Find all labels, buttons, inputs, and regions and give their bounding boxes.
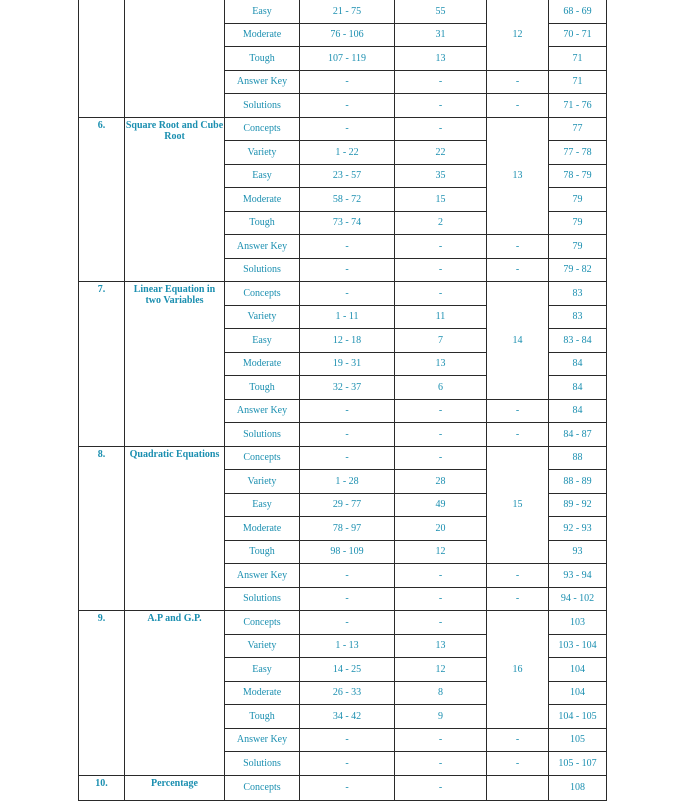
- question-count: 13: [395, 352, 487, 376]
- question-count: -: [395, 752, 487, 776]
- chapter-cell: -: [487, 423, 549, 447]
- question-count: -: [395, 258, 487, 282]
- question-range: -: [300, 446, 395, 470]
- page-range: 79 - 82: [549, 258, 607, 282]
- question-type: Tough: [225, 47, 300, 71]
- question-type: Moderate: [225, 517, 300, 541]
- page-range: 105: [549, 728, 607, 752]
- question-type: Easy: [225, 164, 300, 188]
- question-type: Answer Key: [225, 399, 300, 423]
- question-type: Variety: [225, 305, 300, 329]
- question-range: 19 - 31: [300, 352, 395, 376]
- question-count: 13: [395, 47, 487, 71]
- page-range: 83: [549, 282, 607, 306]
- question-count: 13: [395, 634, 487, 658]
- question-type: Variety: [225, 141, 300, 165]
- question-type: Answer Key: [225, 70, 300, 94]
- topic-title: Percentage: [125, 775, 225, 801]
- question-range: 78 - 97: [300, 517, 395, 541]
- question-range: 32 - 37: [300, 376, 395, 400]
- question-range: 58 - 72: [300, 188, 395, 212]
- question-type: Concepts: [225, 775, 300, 801]
- page-range: 84 - 87: [549, 423, 607, 447]
- question-range: -: [300, 611, 395, 635]
- topic-number: [79, 0, 125, 117]
- question-type: Moderate: [225, 23, 300, 47]
- question-type: Easy: [225, 329, 300, 353]
- question-count: 6: [395, 376, 487, 400]
- question-range: -: [300, 728, 395, 752]
- question-range: -: [300, 282, 395, 306]
- page-range: 83: [549, 305, 607, 329]
- page-range: 92 - 93: [549, 517, 607, 541]
- question-count: 22: [395, 141, 487, 165]
- question-count: -: [395, 282, 487, 306]
- page-range: 84: [549, 376, 607, 400]
- question-range: 76 - 106: [300, 23, 395, 47]
- question-range: -: [300, 94, 395, 118]
- question-type: Moderate: [225, 188, 300, 212]
- question-range: -: [300, 423, 395, 447]
- page-range: 108: [549, 775, 607, 801]
- question-count: -: [395, 446, 487, 470]
- page-range: 88: [549, 446, 607, 470]
- question-type: Concepts: [225, 446, 300, 470]
- question-count: 8: [395, 681, 487, 705]
- question-type: Tough: [225, 211, 300, 235]
- page-range: 68 - 69: [549, 0, 607, 23]
- question-type: Tough: [225, 705, 300, 729]
- question-count: 31: [395, 23, 487, 47]
- question-count: -: [395, 587, 487, 611]
- page-range: 79: [549, 235, 607, 259]
- question-range: 73 - 74: [300, 211, 395, 235]
- question-count: -: [395, 235, 487, 259]
- chapter-cell: -: [487, 587, 549, 611]
- question-type: Easy: [225, 0, 300, 23]
- page-range: 79: [549, 188, 607, 212]
- question-count: -: [395, 611, 487, 635]
- contents-table: [78, 0, 607, 801]
- topic-number: 7.: [79, 282, 125, 447]
- question-range: 1 - 22: [300, 141, 395, 165]
- page-range: 94 - 102: [549, 587, 607, 611]
- question-type: Variety: [225, 470, 300, 494]
- table-row: [79, 282, 607, 306]
- question-type: Concepts: [225, 282, 300, 306]
- question-count: 12: [395, 658, 487, 682]
- question-count: 2: [395, 211, 487, 235]
- chapter-number: 13: [487, 117, 549, 235]
- question-count: -: [395, 70, 487, 94]
- page-range: 83 - 84: [549, 329, 607, 353]
- chapter-cell: -: [487, 258, 549, 282]
- topic-title: Quadratic Equations: [125, 446, 225, 611]
- question-count: -: [395, 423, 487, 447]
- topic-number: 9.: [79, 611, 125, 776]
- question-range: -: [300, 752, 395, 776]
- question-count: 28: [395, 470, 487, 494]
- page-range: 89 - 92: [549, 493, 607, 517]
- page-range: 84: [549, 352, 607, 376]
- page-range: 103: [549, 611, 607, 635]
- question-range: 98 - 109: [300, 540, 395, 564]
- question-type: Variety: [225, 634, 300, 658]
- topic-number: 10.: [79, 775, 125, 801]
- question-range: -: [300, 117, 395, 141]
- topic-title: Linear Equation in two Variables: [125, 282, 225, 447]
- question-count: 9: [395, 705, 487, 729]
- question-range: -: [300, 70, 395, 94]
- question-count: 49: [395, 493, 487, 517]
- question-count: 20: [395, 517, 487, 541]
- question-type: Tough: [225, 376, 300, 400]
- question-type: Solutions: [225, 587, 300, 611]
- page-range: 93 - 94: [549, 564, 607, 588]
- question-range: -: [300, 587, 395, 611]
- question-type: Solutions: [225, 423, 300, 447]
- chapter-cell: -: [487, 235, 549, 259]
- question-count: 7: [395, 329, 487, 353]
- question-range: 12 - 18: [300, 329, 395, 353]
- question-count: -: [395, 728, 487, 752]
- page-range: 71: [549, 70, 607, 94]
- chapter-cell: -: [487, 70, 549, 94]
- page-range: 104: [549, 658, 607, 682]
- chapter-cell: -: [487, 564, 549, 588]
- chapter-cell: -: [487, 728, 549, 752]
- question-count: 35: [395, 164, 487, 188]
- question-count: -: [395, 94, 487, 118]
- chapter-cell: -: [487, 399, 549, 423]
- topic-number: 6.: [79, 117, 125, 282]
- page-range: 84: [549, 399, 607, 423]
- page-range: 105 - 107: [549, 752, 607, 776]
- question-count: 11: [395, 305, 487, 329]
- question-count: 12: [395, 540, 487, 564]
- question-count: 55: [395, 0, 487, 23]
- question-type: Answer Key: [225, 235, 300, 259]
- chapter-number: 12: [487, 0, 549, 70]
- page-range: 104 - 105: [549, 705, 607, 729]
- question-range: 29 - 77: [300, 493, 395, 517]
- page-range: 70 - 71: [549, 23, 607, 47]
- question-range: 14 - 25: [300, 658, 395, 682]
- table-row: [79, 117, 607, 141]
- question-type: Answer Key: [225, 728, 300, 752]
- chapter-cell: -: [487, 752, 549, 776]
- question-range: 1 - 28: [300, 470, 395, 494]
- question-range: 34 - 42: [300, 705, 395, 729]
- page-range: 78 - 79: [549, 164, 607, 188]
- page-range: 77 - 78: [549, 141, 607, 165]
- question-count: -: [395, 399, 487, 423]
- question-range: 23 - 57: [300, 164, 395, 188]
- question-type: Moderate: [225, 352, 300, 376]
- question-type: Solutions: [225, 258, 300, 282]
- table-row: [79, 0, 607, 23]
- question-count: -: [395, 775, 487, 801]
- topic-title: [125, 0, 225, 117]
- chapter-number: 14: [487, 282, 549, 400]
- question-type: Solutions: [225, 94, 300, 118]
- question-range: 1 - 11: [300, 305, 395, 329]
- page-range: 104: [549, 681, 607, 705]
- question-range: 107 - 119: [300, 47, 395, 71]
- page-range: 88 - 89: [549, 470, 607, 494]
- table-row: [79, 611, 607, 635]
- document-page: [78, 0, 606, 800]
- table-row: [79, 775, 607, 801]
- page-range: 79: [549, 211, 607, 235]
- question-range: -: [300, 258, 395, 282]
- question-range: -: [300, 235, 395, 259]
- chapter-cell: -: [487, 94, 549, 118]
- question-type: Concepts: [225, 611, 300, 635]
- question-range: 21 - 75: [300, 0, 395, 23]
- question-range: 1 - 13: [300, 634, 395, 658]
- question-type: Moderate: [225, 681, 300, 705]
- page-range: 71 - 76: [549, 94, 607, 118]
- question-range: 26 - 33: [300, 681, 395, 705]
- topic-title: A.P and G.P.: [125, 611, 225, 776]
- question-type: Solutions: [225, 752, 300, 776]
- question-range: -: [300, 564, 395, 588]
- question-range: -: [300, 399, 395, 423]
- question-type: Tough: [225, 540, 300, 564]
- question-range: -: [300, 775, 395, 801]
- question-type: Easy: [225, 658, 300, 682]
- question-count: -: [395, 564, 487, 588]
- question-type: Answer Key: [225, 564, 300, 588]
- page-range: 71: [549, 47, 607, 71]
- chapter-number: [487, 775, 549, 801]
- chapter-number: 16: [487, 611, 549, 729]
- topic-number: 8.: [79, 446, 125, 611]
- table-row: [79, 446, 607, 470]
- question-count: -: [395, 117, 487, 141]
- question-type: Concepts: [225, 117, 300, 141]
- question-type: Easy: [225, 493, 300, 517]
- page-range: 93: [549, 540, 607, 564]
- topic-title: Square Root and Cube Root: [125, 117, 225, 282]
- chapter-number: 15: [487, 446, 549, 564]
- question-count: 15: [395, 188, 487, 212]
- page-range: 77: [549, 117, 607, 141]
- page-range: 103 - 104: [549, 634, 607, 658]
